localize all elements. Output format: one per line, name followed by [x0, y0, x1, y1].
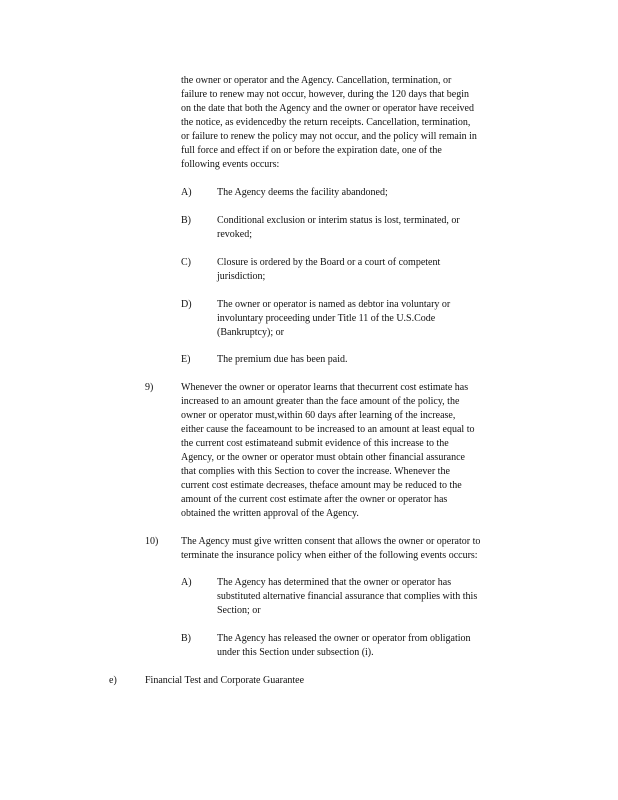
text-line: owner or operator must,within 60 days after learning of the increase,	[181, 410, 456, 421]
text-line: increased to an amount greater than the face amount of the policy, the	[181, 396, 460, 407]
list-label: C)	[181, 257, 191, 268]
text-line: terminate the insurance policy when either of the following events occurs:	[181, 550, 478, 561]
list-item-text: The premium due has been paid.	[217, 354, 348, 365]
list-label: B)	[181, 633, 191, 644]
list-label: A)	[181, 577, 192, 588]
list-item-text: The Agency has released the owner or operator from obligation	[217, 633, 471, 644]
section-label: e)	[109, 675, 117, 686]
list-item-text: Section; or	[217, 605, 261, 616]
list-item-text: substituted alternative financial assurance that complies with this	[217, 591, 478, 602]
list-label: D)	[181, 299, 192, 310]
list-item-text: Conditional exclusion or interim status is lost, terminated, or	[217, 215, 460, 226]
text-line: failure to renew may not occur, however, during the 120 days that begin	[181, 89, 469, 100]
text-line: that complies with this Section to cover the increase. Whenever the	[181, 466, 450, 477]
list-item-text: The owner or operator is named as debtor ina voluntary or	[217, 299, 451, 310]
list-item-text: (Bankruptcy); or	[217, 327, 284, 338]
text-line: amount of the current cost estimate after the owner or operator has	[181, 494, 448, 505]
item-number: 9)	[145, 382, 154, 393]
list-label: B)	[181, 215, 191, 226]
text-line: obtained the written approval of the Agency.	[181, 508, 359, 519]
list-item-text: revoked;	[217, 229, 252, 240]
text-line: on the date that both the Agency and the owner or operator have received	[181, 103, 474, 114]
list-item-text: The Agency deems the facility abandoned;	[217, 187, 388, 198]
list-item-text: The Agency has determined that the owner or operator has	[217, 577, 452, 588]
text-line: full force and effect if on or before the expiration date, one of the	[181, 145, 442, 156]
text-line: Whenever the owner or operator learns that thecurrent cost estimate has	[181, 382, 469, 393]
section-heading: Financial Test and Corporate Guarantee	[145, 675, 305, 686]
text-line: following events occurs:	[181, 159, 280, 170]
list-label: E)	[181, 354, 191, 365]
text-line: the notice, as evidencedby the return receipts. Cancellation, termination,	[181, 117, 471, 128]
text-line: the current cost estimateand submit evidence of this increase to the	[181, 438, 449, 449]
text-line: either cause the faceamount to be increased to an amount at least equal to	[181, 424, 475, 435]
text-line: Agency, or the owner or operator must obtain other financial assurance	[181, 452, 465, 463]
text-line: current cost estimate decreases, theface amount may be reduced to the	[181, 480, 462, 491]
item-number: 10)	[145, 536, 159, 547]
list-item-text: jurisdiction;	[217, 271, 266, 282]
list-item-text: under this Section under subsection (i).	[217, 647, 374, 658]
text-line: or failure to renew the policy may not occur, and the policy will remain in	[181, 131, 477, 142]
list-label: A)	[181, 187, 192, 198]
list-item-text: Closure is ordered by the Board or a court of competent	[217, 257, 441, 268]
text-line: the owner or operator and the Agency. Cancellation, termination, or	[181, 75, 452, 86]
text-line: The Agency must give written consent that allows the owner or operator to	[181, 536, 481, 547]
list-item-text: involuntary proceeding under Title 11 of the U.S.Code	[217, 313, 436, 324]
